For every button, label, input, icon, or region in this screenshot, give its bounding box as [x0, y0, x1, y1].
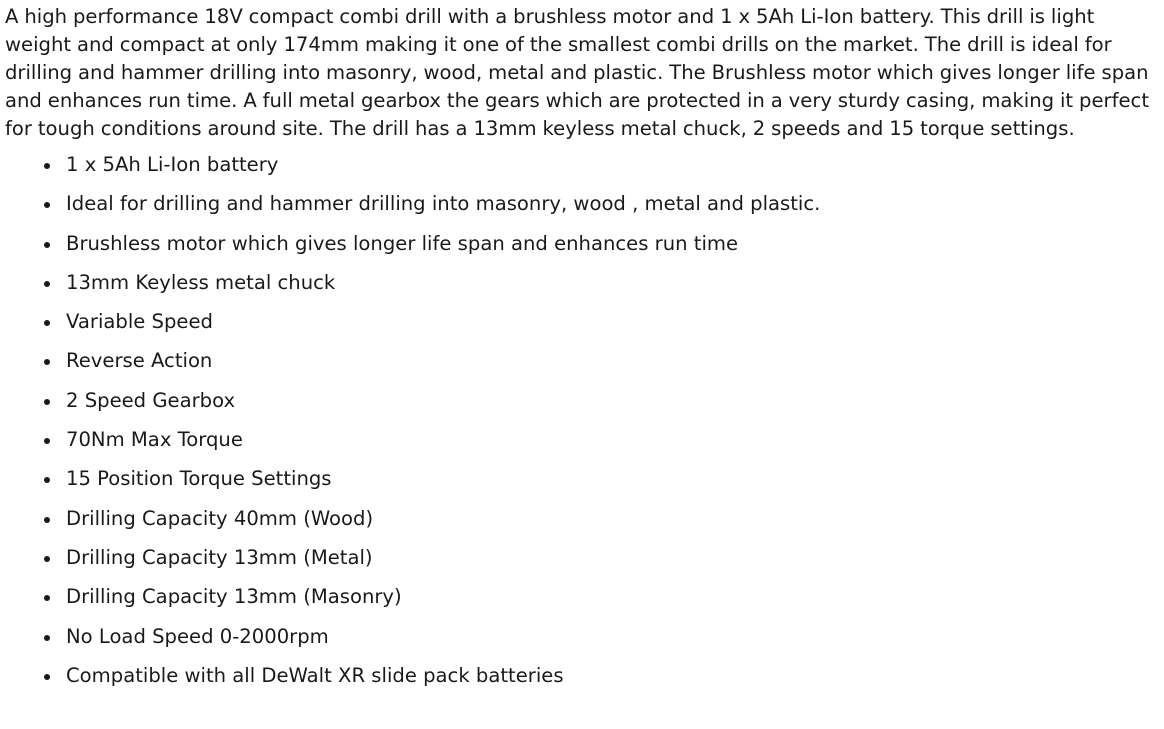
feature-item [66, 546, 1163, 570]
feature-item [66, 232, 1163, 256]
feature-text: Drilling Capacity 13mm (Masonry) [66, 585, 402, 609]
feature-text: 1 x 5Ah Li-Ion battery [66, 153, 279, 176]
bullet-icon [44, 163, 50, 169]
feature-text: Reverse Action [66, 349, 213, 373]
feature-text: Ideal for drilling and hammer drilling into masonry, wood , metal and plastic. [66, 192, 821, 216]
feature-text: 70Nm Max Torque [66, 428, 243, 452]
bullet-icon [44, 438, 50, 444]
feature-text: 15 Position Torque Settings [66, 467, 332, 491]
bullet-icon [44, 517, 50, 523]
feature-item [66, 192, 1163, 216]
feature-text: 2 Speed Gearbox [66, 388, 236, 412]
feature-text: 13mm Keyless metal chuck [66, 270, 336, 294]
bullet-icon [44, 359, 50, 365]
feature-text: Drilling Capacity 13mm (Metal) [66, 545, 373, 569]
bullet-icon [44, 202, 50, 208]
feature-item [66, 349, 1163, 373]
feature-item [66, 271, 1163, 295]
feature-item [66, 153, 1163, 177]
feature-item [66, 625, 1163, 649]
feature-text: Variable Speed [66, 310, 213, 334]
feature-item [66, 664, 1163, 688]
bullet-icon [44, 281, 50, 287]
bullet-icon [44, 477, 50, 483]
feature-text: No Load Speed 0-2000rpm [66, 624, 329, 648]
feature-item [66, 310, 1163, 334]
feature-item [66, 585, 1163, 609]
bullet-icon [44, 674, 50, 680]
bullet-icon [44, 635, 50, 641]
bullet-icon [44, 320, 50, 326]
feature-text: Drilling Capacity 40mm (Wood) [66, 506, 374, 530]
feature-list [5, 153, 1163, 688]
feature-item [66, 507, 1163, 531]
feature-text: Compatible with all DeWalt XR slide pack batteries [66, 663, 564, 687]
bullet-icon [44, 556, 50, 562]
product-description [5, 3, 1163, 703]
feature-text: Brushless motor which gives longer life span and enhances run time [66, 231, 739, 255]
bullet-icon [44, 595, 50, 601]
bullet-icon [44, 242, 50, 248]
feature-item [66, 428, 1163, 452]
feature-item [66, 467, 1163, 491]
bullet-icon [44, 399, 50, 405]
intro-paragraph: A high performance 18V compact combi drill with a brushless motor and 1 x 5Ah Li-Ion battery. This drill is light weight and compact at only 174mm making it one of the smallest combi drills on the market. The drill is ideal for drilling and hammer drilling into masonry, wood, metal and plastic. The Brushless motor which gives longer life span and enhances run time. A full metal gearbox the gears which are protected in a very sturdy casing, making it perfect for tough conditions around site. The drill has a 13mm keyless metal chuck, 2 speeds and 15 torque settings. [5, 5, 1150, 140]
feature-item [66, 389, 1163, 413]
